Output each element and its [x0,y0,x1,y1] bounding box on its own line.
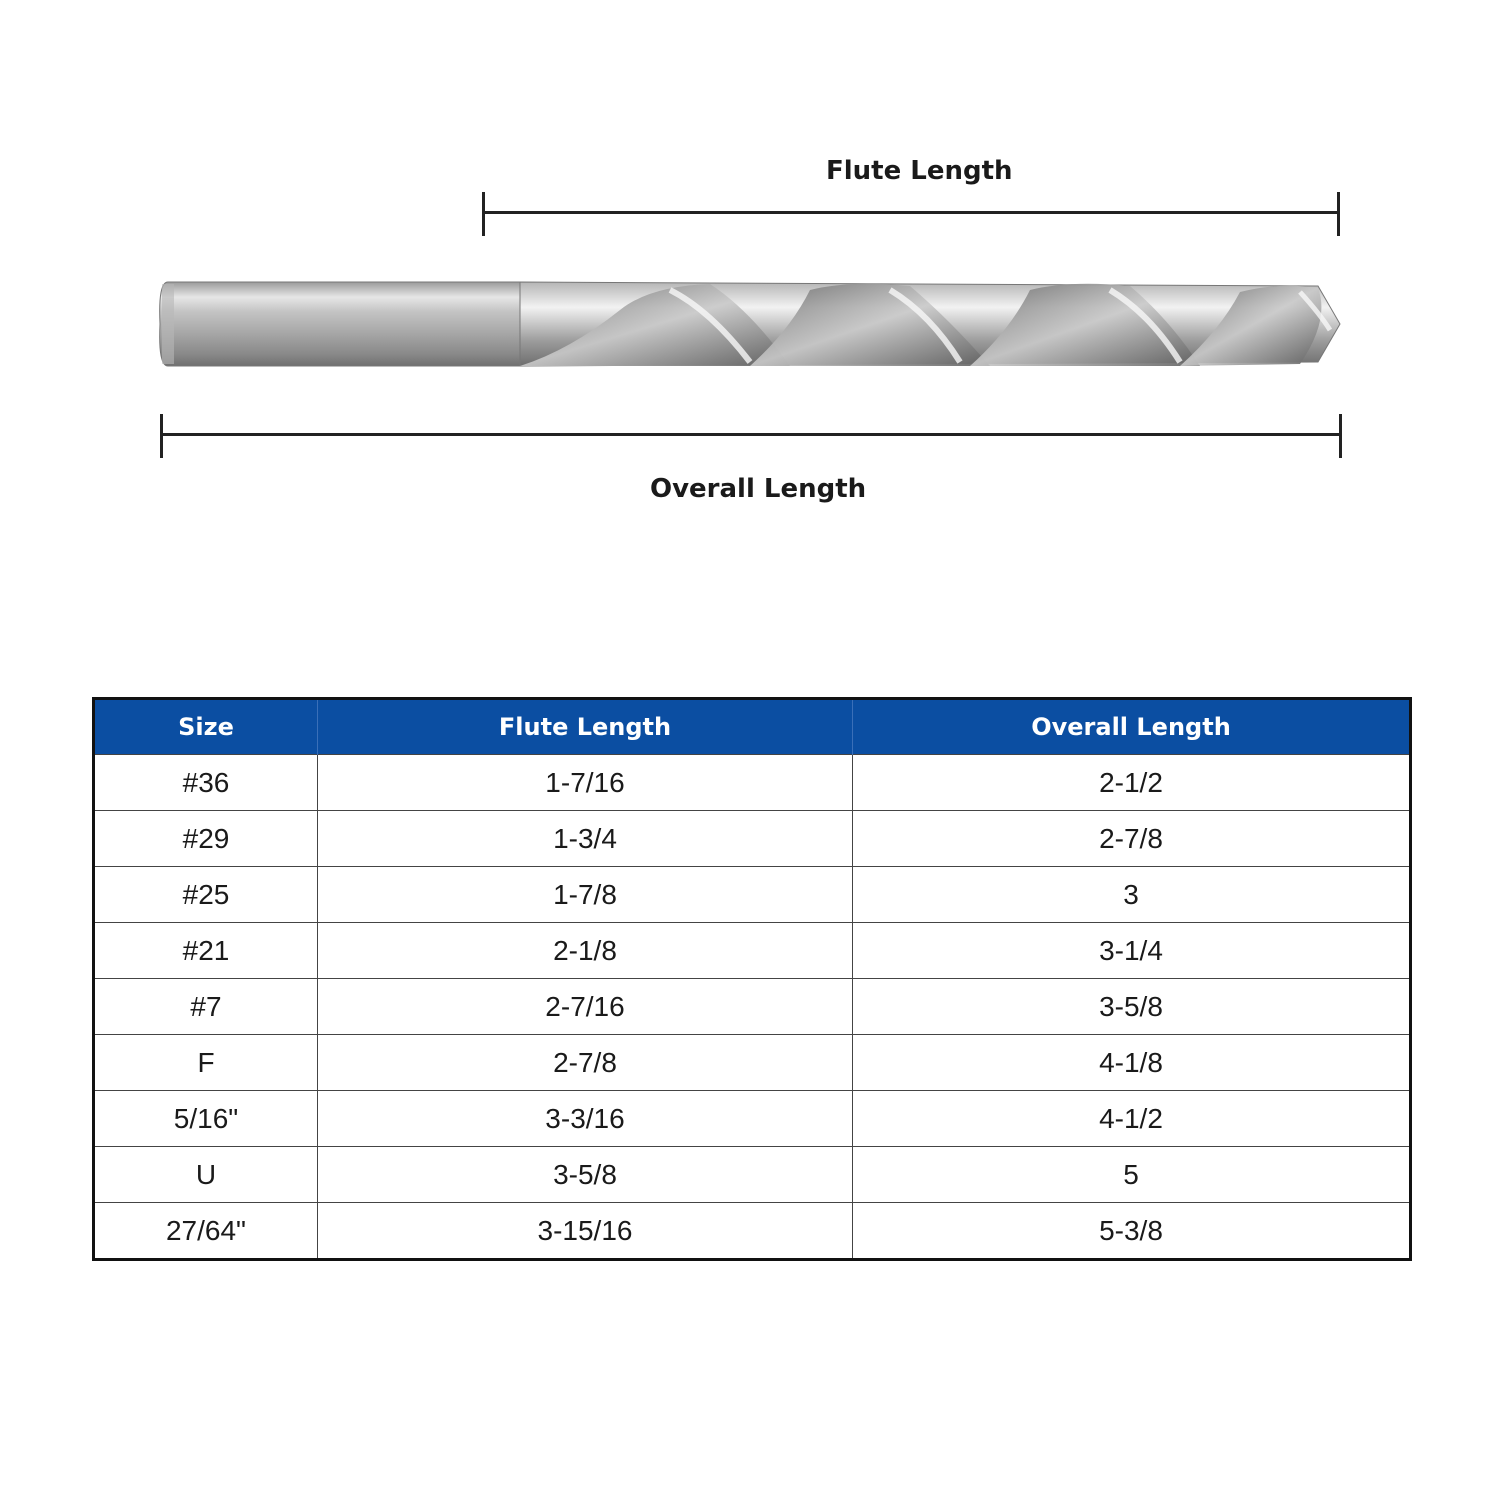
cell-flute-length: 1-3/4 [318,811,853,867]
cell-size: U [94,1147,318,1203]
cell-overall-length: 4-1/8 [853,1035,1411,1091]
flute-length-label: Flute Length [826,156,1013,186]
table-row [94,755,1411,811]
cell-size: #21 [94,923,318,979]
cell-flute-length: 2-7/16 [318,979,853,1035]
flute-dimension-line [482,211,1340,214]
cell-size: 27/64" [94,1203,318,1260]
overall-dimension-left-tick [160,414,163,458]
cell-size: #36 [94,755,318,811]
cell-overall-length: 4-1/2 [853,1091,1411,1147]
cell-overall-length: 2-7/8 [853,811,1411,867]
cell-size: #7 [94,979,318,1035]
overall-dimension-line [160,433,1342,436]
table-row [94,979,1411,1035]
table-row [94,1035,1411,1091]
cell-flute-length: 3-3/16 [318,1091,853,1147]
table-row [94,867,1411,923]
cell-flute-length: 2-7/8 [318,1035,853,1091]
cell-overall-length: 3-1/4 [853,923,1411,979]
table-row [94,923,1411,979]
table-row [94,811,1411,867]
overall-length-label: Overall Length [650,474,867,504]
cell-size: 5/16" [94,1091,318,1147]
table-row [94,1147,1411,1203]
cell-flute-length: 1-7/16 [318,755,853,811]
cell-flute-length: 3-5/8 [318,1147,853,1203]
table-row [94,1091,1411,1147]
header-flute-length: Flute Length [318,699,853,755]
cell-flute-length: 3-15/16 [318,1203,853,1260]
overall-dimension-right-tick [1339,414,1342,458]
cell-size: F [94,1035,318,1091]
cell-size: #29 [94,811,318,867]
cell-flute-length: 1-7/8 [318,867,853,923]
cell-overall-length: 2-1/2 [853,755,1411,811]
header-overall-length: Overall Length [853,699,1411,755]
cell-overall-length: 3-5/8 [853,979,1411,1035]
cell-overall-length: 3 [853,867,1411,923]
cell-size: #25 [94,867,318,923]
table-header-row [94,699,1411,755]
cell-overall-length: 5 [853,1147,1411,1203]
flute-dimension-right-tick [1337,192,1340,236]
cell-flute-length: 2-1/8 [318,923,853,979]
flute-dimension-left-tick [482,192,485,236]
header-size: Size [94,699,318,755]
drill-bit-illustration [150,270,1350,380]
drill-size-table [92,697,1412,1261]
cell-overall-length: 5-3/8 [853,1203,1411,1260]
table-row [94,1203,1411,1260]
